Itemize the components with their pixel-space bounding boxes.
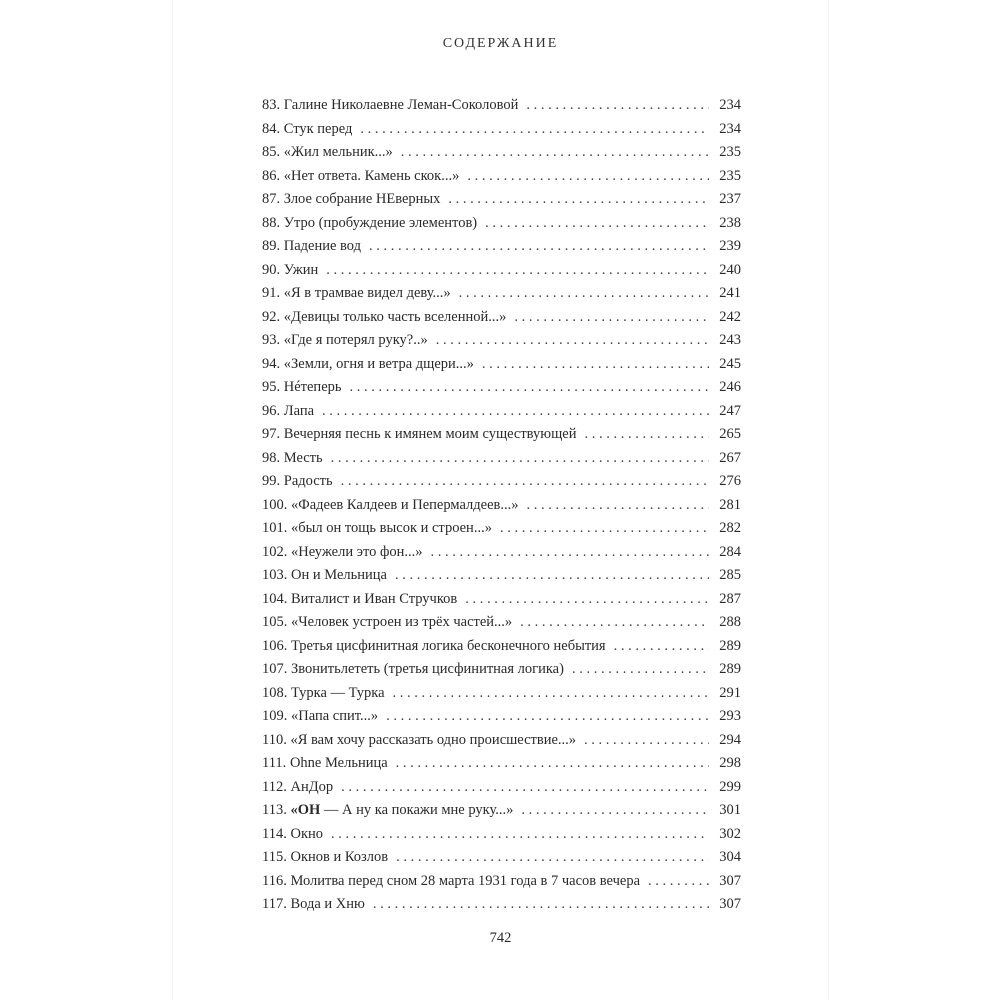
toc-entry-title-text: «Человек устроен из трёх частей...»	[291, 614, 513, 630]
toc-entry-page: 237	[719, 191, 741, 207]
toc-entry-title	[262, 212, 477, 236]
toc-entry-number: 97.	[262, 426, 281, 442]
dot-leader	[648, 870, 709, 894]
toc-entry-number: 103.	[262, 567, 288, 583]
toc-entry-page: 239	[719, 238, 741, 254]
toc-entry	[262, 141, 741, 165]
toc-entry-number: 116.	[262, 872, 287, 889]
toc-entry-title-text: Виталист и Иван Стручков	[291, 590, 458, 607]
dot-leader	[526, 94, 709, 118]
toc-entry-page: 291	[719, 684, 741, 701]
dot-leader	[386, 705, 709, 729]
toc-entry	[262, 165, 741, 189]
toc-entry-page: 307	[719, 896, 741, 912]
toc-entry-number: 89.	[262, 238, 281, 254]
toc-entry	[262, 517, 741, 541]
toc-entry	[262, 846, 741, 870]
toc-entry	[262, 447, 741, 471]
dot-leader	[401, 141, 709, 165]
toc-entry-number: 112.	[262, 778, 287, 795]
toc-entry-page: 242	[719, 308, 741, 325]
toc-entry	[262, 635, 741, 659]
dot-leader	[341, 470, 709, 494]
toc-entry	[262, 306, 741, 330]
dot-leader	[465, 588, 709, 612]
toc-entry-title	[262, 235, 361, 259]
toc-entry-title-text: «Я в трамвае видел деву...»	[283, 285, 451, 301]
toc-entry-title	[262, 188, 440, 212]
dot-leader	[373, 893, 709, 917]
toc-entry	[262, 188, 741, 212]
dot-leader	[369, 235, 709, 259]
toc-entry	[262, 658, 741, 682]
toc-entry-title	[262, 400, 314, 424]
toc-entry	[262, 423, 741, 447]
toc-entry-number: 114.	[262, 825, 287, 842]
toc-entry	[262, 682, 741, 706]
toc-entry-number: 106.	[262, 637, 288, 654]
toc-entry-page: 289	[719, 637, 741, 654]
toc-entry-title	[262, 517, 492, 541]
toc-entry-page: 298	[719, 755, 741, 771]
toc-entry-title-text: «Папа спит...»	[291, 708, 379, 724]
toc-entry-number: 90.	[262, 261, 281, 278]
toc-entry-number: 104.	[262, 590, 288, 607]
toc-entry	[262, 541, 741, 565]
toc-entry-title	[262, 799, 513, 823]
toc-entry	[262, 212, 741, 236]
toc-entry-title-text: Галине Николаевне Леман-Соколовой	[283, 97, 519, 113]
toc-entry-title-text: Радость	[283, 473, 333, 489]
dot-leader	[341, 776, 709, 800]
toc-entry	[262, 94, 741, 118]
toc-entry	[262, 893, 741, 917]
toc-entry-title-text: Утро (пробуждение элементов)	[283, 214, 478, 231]
toc-entry-title	[262, 729, 576, 753]
toc-entry-number: 92.	[262, 308, 281, 325]
toc-entry	[262, 799, 741, 823]
toc-entry-title-text: АнДор	[290, 778, 334, 795]
toc-entry-number: 83.	[262, 97, 281, 113]
toc-entry-title-text: Падение вод	[283, 238, 362, 254]
toc-entry-title-text: Звонитьлететь (третья цисфинитная логика)	[291, 661, 564, 677]
toc-entry	[262, 282, 741, 306]
dot-leader	[396, 846, 709, 870]
toc-entry-title	[262, 259, 318, 283]
toc-entry-page: 285	[719, 567, 741, 583]
toc-entry-title	[262, 776, 333, 800]
toc-entry-page: 301	[719, 802, 741, 818]
dot-leader	[322, 400, 709, 424]
toc-entry-title-text: «Фадеев Калдеев и Пепермалдеев...»	[291, 496, 519, 513]
toc-entry-page: 284	[719, 543, 741, 560]
toc-entry-page: 247	[719, 402, 741, 419]
dot-leader	[584, 729, 709, 753]
toc-entry-title	[262, 423, 576, 447]
toc-entry-number: 111.	[262, 755, 287, 771]
toc-entry-number: 96.	[262, 402, 281, 419]
page-number: 742	[489, 930, 512, 946]
toc-entry-title	[262, 658, 564, 682]
toc-entry-number: 84.	[262, 120, 281, 137]
dot-leader	[331, 447, 709, 471]
toc-entry-title-text: Злое собрание НЕверных	[283, 191, 441, 207]
toc-entry	[262, 588, 741, 612]
toc-entry-title-text: Он и Мельница	[291, 567, 387, 583]
toc-entry	[262, 329, 741, 353]
dot-leader	[331, 823, 709, 847]
toc-entry-title-text: «был он тощь высок и строен...»	[291, 520, 492, 536]
toc-entry-title-text: «Я вам хочу рассказать одно происшествие...»	[290, 731, 577, 748]
toc-entry-title-text: Вечерняя песнь к имянем моим существующей	[283, 426, 577, 442]
toc-entry-number: 107.	[262, 661, 288, 677]
toc-entry-title-text: «Где я потерял руку?..»	[283, 332, 428, 348]
toc-entry-title	[262, 118, 352, 142]
dot-leader	[448, 188, 709, 212]
toc-entry-page: 238	[719, 214, 741, 231]
toc-entry-title-text: Окнов и Козлов	[290, 849, 389, 865]
toc-entry-title-text: Ужин	[283, 261, 319, 278]
toc-entry-page: 276	[719, 473, 741, 489]
dot-leader	[436, 329, 709, 353]
toc-entry-title	[262, 447, 323, 471]
toc-entry-number: 102.	[262, 543, 288, 560]
running-header: СОДЕРЖАНИЕ	[442, 36, 559, 51]
dot-leader	[396, 752, 709, 776]
dot-leader	[482, 353, 709, 377]
toc-entry-title-text: Молитва перед сном 28 марта 1931 года в 7 часов вечера	[290, 872, 641, 889]
toc-entry-page: 282	[719, 520, 741, 536]
dot-leader	[614, 635, 709, 659]
dot-leader	[572, 658, 709, 682]
dot-leader	[526, 494, 709, 518]
toc-entry	[262, 494, 741, 518]
toc-entry-page: 294	[719, 731, 741, 748]
toc-entry-page: 234	[719, 97, 741, 113]
toc-entry-title	[262, 823, 323, 847]
toc-entry-title-text: «Неужели это фон...»	[291, 543, 423, 560]
toc-entry-title	[262, 94, 518, 118]
book-page	[173, 0, 828, 1000]
toc-entry-title-text: Нéтеперь	[283, 379, 342, 395]
toc-entry-title-text: «Жил мельник...»	[283, 144, 393, 160]
toc-entry-number: 113.	[262, 802, 287, 818]
toc-entry-title-text: — А ну ка покажи мне руку...»	[320, 802, 514, 818]
dot-leader	[520, 611, 709, 635]
toc-entry-page: 293	[719, 708, 741, 724]
toc-entry-number: 99.	[262, 473, 281, 489]
toc-entry-title-text: Третья цисфинитная логика бесконечного небытия	[291, 637, 606, 654]
toc-entry-page: 265	[719, 426, 741, 442]
toc-entry-number: 88.	[262, 214, 281, 231]
toc-entry-page: 304	[719, 849, 741, 865]
toc-entry-number: 108.	[262, 684, 288, 701]
toc-entry-number: 101.	[262, 520, 288, 536]
toc-entry-title-text: «Земли, огня и ветра дщери...»	[283, 355, 474, 372]
table-of-contents	[262, 94, 741, 917]
toc-entry-title	[262, 494, 518, 518]
toc-entry-page: 243	[719, 332, 741, 348]
toc-entry-title-text: Вода и Хню	[290, 896, 365, 912]
dot-leader	[485, 212, 709, 236]
toc-entry-page: 241	[719, 285, 741, 301]
toc-entry-number: 95.	[262, 379, 281, 395]
toc-entry	[262, 118, 741, 142]
toc-entry-title	[262, 353, 474, 377]
toc-entry-number: 85.	[262, 144, 281, 160]
toc-entry-number: 105.	[262, 614, 288, 630]
toc-entry-title-text: Стук перед	[283, 120, 353, 137]
dot-leader	[521, 799, 709, 823]
toc-entry-page: 281	[719, 496, 741, 513]
toc-entry	[262, 870, 741, 894]
toc-entry-title	[262, 376, 342, 400]
toc-entry-title	[262, 846, 388, 870]
toc-entry-title	[262, 611, 512, 635]
dot-leader	[500, 517, 709, 541]
toc-entry	[262, 353, 741, 377]
dot-leader	[467, 165, 709, 189]
toc-entry-title-text: Ohne Мельница	[289, 755, 388, 771]
toc-entry-title-text: «Нет ответа. Камень скок...»	[283, 167, 460, 184]
toc-entry	[262, 729, 741, 753]
toc-entry-number: 117.	[262, 896, 287, 912]
toc-entry-title	[262, 329, 428, 353]
toc-entry	[262, 776, 741, 800]
toc-entry-title-text: Лапа	[283, 402, 315, 419]
toc-entry	[262, 611, 741, 635]
toc-entry-title	[262, 870, 640, 894]
toc-entry-title	[262, 682, 385, 706]
toc-entry-page: 289	[719, 661, 741, 677]
toc-entry-number: 87.	[262, 191, 281, 207]
toc-entry-title	[262, 541, 423, 565]
dot-leader	[350, 376, 710, 400]
toc-entry	[262, 752, 741, 776]
toc-entry-number: 94.	[262, 355, 281, 372]
toc-entry	[262, 400, 741, 424]
toc-entry-title-text: Турка — Турка	[291, 684, 385, 701]
toc-entry-page: 288	[719, 614, 741, 630]
toc-entry-number: 100.	[262, 496, 288, 513]
toc-entry	[262, 470, 741, 494]
toc-entry-title	[262, 635, 606, 659]
dot-leader	[395, 564, 709, 588]
toc-entry-title	[262, 165, 459, 189]
toc-entry-page: 267	[719, 449, 741, 466]
toc-entry-title	[262, 893, 365, 917]
toc-entry	[262, 235, 741, 259]
toc-entry-page: 302	[719, 825, 741, 842]
toc-entry-number: 110.	[262, 731, 287, 748]
dot-leader	[514, 306, 709, 330]
toc-entry-title	[262, 564, 387, 588]
toc-entry-title	[262, 306, 506, 330]
toc-entry-number: 91.	[262, 285, 281, 301]
dot-leader	[360, 118, 709, 142]
dot-leader	[584, 423, 709, 447]
dot-leader	[393, 682, 709, 706]
toc-entry-page: 307	[719, 872, 741, 889]
toc-entry-number: 98.	[262, 449, 281, 466]
toc-entry-title-bold: «ОН	[290, 802, 321, 818]
toc-entry-title	[262, 470, 333, 494]
toc-entry-page: 246	[719, 379, 741, 395]
toc-entry	[262, 705, 741, 729]
toc-entry-page: 234	[719, 120, 741, 137]
toc-entry	[262, 823, 741, 847]
toc-entry-page: 235	[719, 144, 741, 160]
toc-entry-page: 299	[719, 778, 741, 795]
toc-entry-title	[262, 282, 451, 306]
toc-entry-title	[262, 752, 388, 776]
dot-leader	[431, 541, 709, 565]
dot-leader	[459, 282, 709, 306]
toc-entry-title	[262, 705, 378, 729]
toc-entry-page: 245	[719, 355, 741, 372]
toc-entry-number: 86.	[262, 167, 281, 184]
toc-entry-title	[262, 588, 457, 612]
toc-entry-page: 235	[719, 167, 741, 184]
toc-entry-number: 109.	[262, 708, 288, 724]
toc-entry-title	[262, 141, 393, 165]
toc-entry-title-text: Месть	[283, 449, 323, 466]
toc-entry	[262, 259, 741, 283]
toc-entry	[262, 564, 741, 588]
toc-entry-number: 115.	[262, 849, 287, 865]
toc-entry-title-text: Окно	[290, 825, 323, 842]
dot-leader	[326, 259, 709, 283]
toc-entry-title-text: «Девицы только часть вселенной...»	[283, 308, 507, 325]
toc-entry-page: 240	[719, 261, 741, 278]
toc-entry-page: 287	[719, 590, 741, 607]
toc-entry-number: 93.	[262, 332, 281, 348]
toc-entry	[262, 376, 741, 400]
